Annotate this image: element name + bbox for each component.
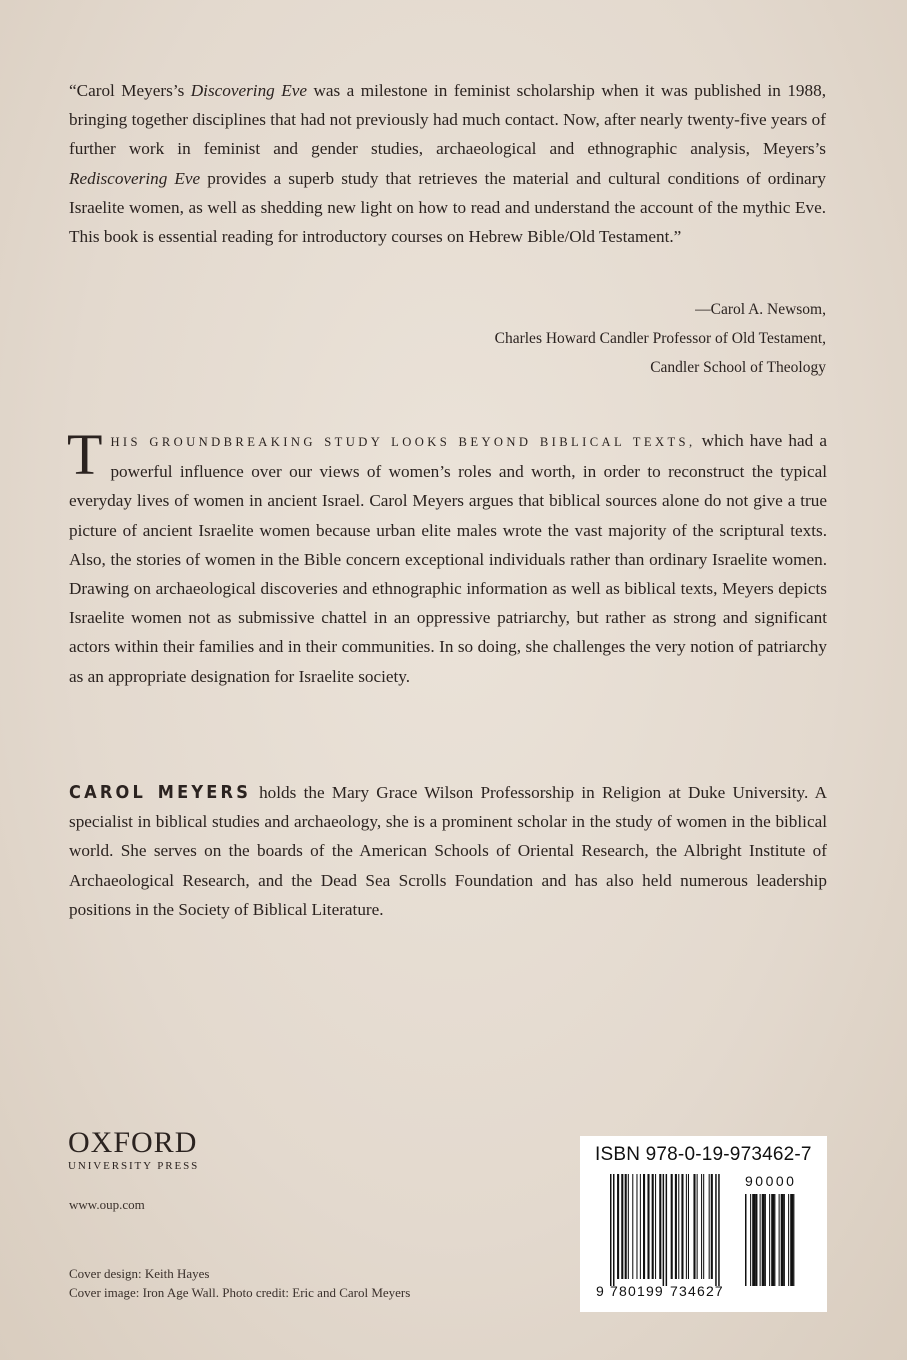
quote-part-2: was a milestone in feminist scholarship when it was published in 1988, bringing together disciplines that had not previously had much contact. Now, after nearly twenty-five years of further work in feminist and gender studies, archaeological and ethnographic analysis, Meyers’s bbox=[69, 81, 827, 159]
barcode-bar bbox=[625, 1174, 627, 1279]
quote-part-1: “Carol Meyers’s bbox=[69, 81, 191, 100]
barcode-right-digits: 734627 bbox=[670, 1283, 724, 1299]
publisher-logo bbox=[68, 1128, 228, 1172]
barcode-bar bbox=[688, 1174, 689, 1279]
barcode-bar bbox=[655, 1174, 656, 1279]
barcode-bar bbox=[693, 1174, 695, 1279]
quote-part-3: provides a superb study that retrieves the material and cultural conditions of ordinary Israelite women, as well as shedding new light on how to read and understand the account of the mythic Eve. This book is essential reading for introductory courses on Hebrew Bible/Old Testament.” bbox=[69, 168, 826, 247]
barcode-bar bbox=[781, 1194, 784, 1286]
barcode-left-digits: 780199 bbox=[610, 1283, 664, 1299]
barcode-bar bbox=[697, 1174, 698, 1279]
barcode-bar bbox=[745, 1194, 747, 1286]
description-body: which have had a powerful influence over our views of women’s roles and worth, in order to reconstruct the typical everyday lives of women in ancient Israel. Carol Meyers argues that biblical sources alone do not give a true picture of ancient Israelite women because urban elite males wrote the vast majority of the scriptural texts. Also, the stories of women in the Bible concern exceptional individuals rather than ordinary Israelite women. Drawing on archaeological discoveries and ethnographic information as well as biblical texts, Meyers depicts Israelite women not as submissive chattel in an oppressive patriarchy, but rather as strong and significant actors within their families and in their communities. In so doing, she challenges the very notion of patriarchy as an appropriate designation for Israelite society. bbox=[69, 431, 827, 686]
barcode-main-bars bbox=[610, 1174, 720, 1286]
barcode-bar bbox=[652, 1174, 654, 1279]
cover-design-credit: Cover design: Keith Hayes bbox=[69, 1266, 210, 1281]
barcode-bar bbox=[663, 1174, 665, 1286]
barcode-lead-digit: 9 bbox=[596, 1283, 604, 1299]
barcode-bar bbox=[703, 1174, 704, 1279]
cover-image-credit: Cover image: Iron Age Wall. Photo credit: Eric and Carol Meyers bbox=[69, 1285, 411, 1300]
barcode-bar bbox=[788, 1194, 789, 1286]
barcode-bar bbox=[666, 1174, 668, 1286]
barcode-price-digits: 90000 bbox=[745, 1173, 797, 1189]
barcode-bar bbox=[632, 1174, 633, 1279]
author-bio-text: holds the Mary Grace Wilson Professorship in Religion at Duke University. A specialist in biblical studies and archaeology, she is a prominent scholar in the study of women in the biblical world. She serves on the boards of the American Schools of Oriental Research, the Albright Institute of Archaeological Research, and the Dead Sea Scrolls Foundation and has also held numerous leadership positions in the Society of Biblical Literature. bbox=[69, 783, 827, 919]
barcode-bar bbox=[750, 1194, 751, 1286]
barcode-bar bbox=[718, 1174, 720, 1286]
endorser-title: Charles Howard Candler Professor of Old Testament, bbox=[494, 330, 826, 347]
barcode-bar bbox=[613, 1174, 615, 1286]
description-dropcap: T bbox=[67, 422, 103, 487]
barcode-bar bbox=[771, 1194, 774, 1286]
endorsement-quote bbox=[69, 76, 826, 251]
author-bio bbox=[69, 778, 827, 924]
barcode-bar bbox=[621, 1174, 623, 1279]
barcode-addon-bars bbox=[745, 1194, 794, 1286]
barcode-bar bbox=[769, 1194, 770, 1286]
barcode-bar bbox=[701, 1174, 702, 1279]
barcode-bar bbox=[686, 1174, 687, 1279]
publisher-name: OXFORD bbox=[68, 1126, 198, 1159]
endorser-institution: Candler School of Theology bbox=[650, 359, 826, 376]
publisher-subtitle: UNIVERSITY PRESS bbox=[68, 1160, 200, 1172]
barcode-bar bbox=[659, 1174, 661, 1279]
quote-title-discovering-eve: Discovering Eve bbox=[190, 81, 307, 100]
barcode-bar bbox=[671, 1174, 673, 1279]
barcode-bar bbox=[765, 1194, 766, 1286]
publisher-website: www.oup.com bbox=[69, 1197, 145, 1212]
barcode-bar bbox=[628, 1174, 629, 1279]
barcode-bar bbox=[779, 1194, 780, 1286]
barcode-bar bbox=[715, 1174, 717, 1286]
barcode-bar bbox=[636, 1174, 637, 1279]
isbn-barcode bbox=[580, 1136, 827, 1312]
barcode-bar bbox=[774, 1194, 775, 1286]
barcode-bar bbox=[610, 1174, 612, 1286]
barcode-bar bbox=[755, 1194, 757, 1286]
barcode-graphic bbox=[580, 1136, 827, 1312]
author-name: CAROL MEYERS bbox=[69, 782, 252, 803]
barcode-bar bbox=[752, 1194, 755, 1286]
barcode-bar bbox=[681, 1174, 683, 1279]
barcode-bar bbox=[678, 1174, 679, 1279]
barcode-bar bbox=[784, 1194, 785, 1286]
barcode-bar bbox=[762, 1194, 765, 1286]
barcode-bar bbox=[643, 1174, 645, 1279]
barcode-bar bbox=[711, 1174, 713, 1279]
isbn-label: ISBN 978-0-19-973462-7 bbox=[595, 1144, 812, 1165]
endorser-name: —Carol A. Newsom, bbox=[695, 301, 826, 318]
barcode-bar bbox=[793, 1194, 794, 1286]
quote-title-rediscovering-eve: Rediscovering Eve bbox=[69, 168, 201, 188]
cover-credits bbox=[69, 1264, 410, 1302]
barcode-bar bbox=[640, 1174, 641, 1279]
barcode-bar bbox=[760, 1194, 761, 1286]
description-smallcaps-lead: HIS GROUNDBREAKING STUDY LOOKS BEYOND BIBLICAL TEXTS, bbox=[110, 435, 696, 449]
barcode-bar bbox=[617, 1174, 619, 1279]
barcode-bar bbox=[675, 1174, 677, 1279]
barcode-bar bbox=[647, 1174, 649, 1279]
barcode-bar bbox=[790, 1194, 793, 1286]
endorsement-attribution bbox=[226, 295, 826, 382]
book-description bbox=[67, 422, 827, 691]
barcode-bar bbox=[709, 1174, 710, 1279]
